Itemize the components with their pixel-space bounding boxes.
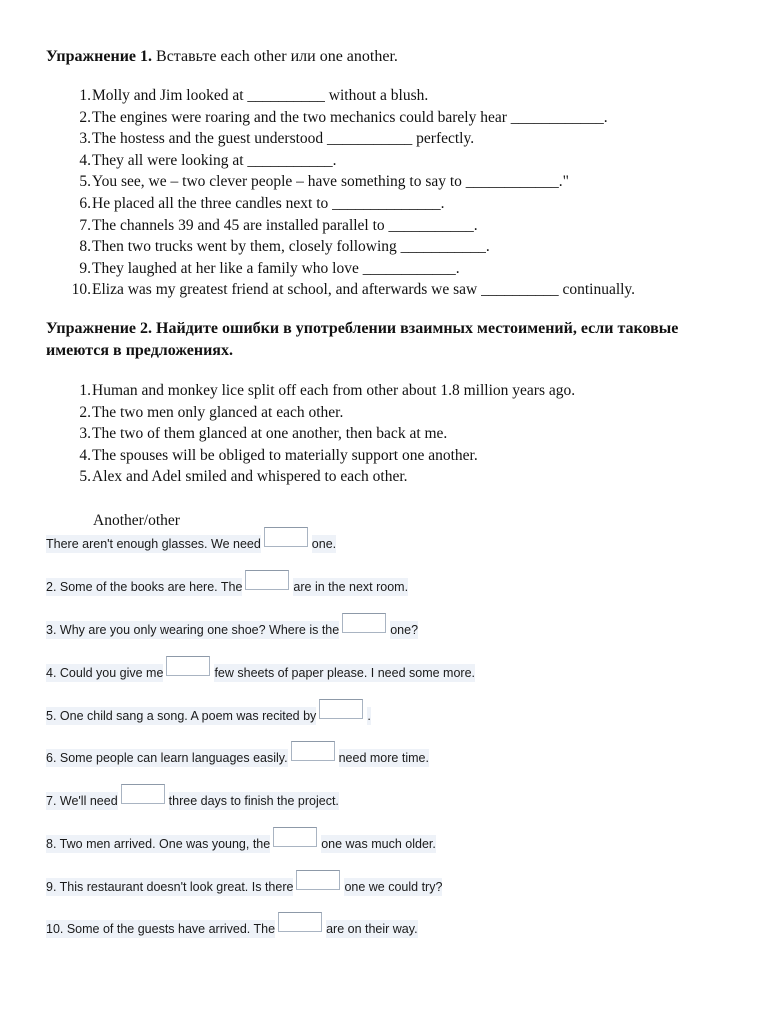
item-number: 8. — [79, 238, 91, 256]
list-item — [46, 445, 575, 467]
fill-in-row-4 — [46, 662, 475, 682]
list-item — [46, 402, 575, 424]
sentence-end: one? — [390, 623, 419, 637]
exercise-2-list — [46, 380, 575, 488]
answer-input[interactable] — [264, 527, 308, 547]
fill-in-row-9 — [46, 876, 442, 896]
fill-in-row-1 — [46, 533, 336, 553]
item-text: The spouses will be obliged to materially support one another. — [92, 446, 478, 464]
sentence-end: are in the next room. — [293, 580, 409, 594]
list-item — [46, 171, 635, 193]
list-item — [46, 85, 635, 107]
exercise-3-heading: Another/other — [93, 512, 180, 529]
item-text: The two men only glanced at each other. — [92, 403, 344, 421]
sentence-start: 4. Could you give me — [46, 666, 164, 680]
sentence-end: are on their way. — [326, 922, 418, 936]
item-number: 6. — [79, 194, 91, 212]
answer-input[interactable] — [291, 741, 335, 761]
answer-input[interactable] — [278, 912, 322, 932]
item-number: 1. — [79, 382, 91, 399]
sentence-start: 2. Some of the books are here. The — [46, 580, 243, 594]
sentence-start: 7. We'll need — [46, 794, 118, 808]
item-text: You see, we – two clever people – have something to say to ____________." — [92, 173, 569, 191]
item-text: Molly and Jim looked at __________ without a blush. — [92, 87, 429, 104]
answer-input[interactable] — [121, 784, 165, 804]
sentence-end: three days to finish the project. — [168, 794, 339, 808]
item-number: 2. — [79, 108, 91, 126]
fill-in-row-7 — [46, 790, 339, 810]
item-text: They laughed at her like a family who love ____________. — [92, 259, 460, 277]
sentence-end: one we could try? — [344, 880, 443, 894]
fill-in-row-3 — [46, 619, 418, 639]
item-text: The engines were roaring and the two mechanics could barely hear ____________. — [92, 108, 608, 126]
item-number: 4. — [79, 151, 91, 169]
item-text: Alex and Adel smiled and whispered to each other. — [92, 468, 408, 486]
item-text: The hostess and the guest understood ___________ perfectly. — [92, 130, 475, 148]
item-number: 5. — [79, 173, 91, 191]
list-item — [46, 193, 635, 215]
sentence-end: . — [367, 709, 371, 723]
exercise-1-title — [46, 46, 726, 68]
sentence-start: 6. Some people can learn languages easily. — [46, 751, 288, 765]
exercise-1-instruction: Вставьте each other или one another. — [152, 48, 398, 65]
item-text: Then two trucks went by them, closely following ___________. — [92, 238, 490, 256]
item-number: 3. — [79, 130, 91, 148]
answer-input[interactable] — [296, 870, 340, 890]
sentence-start: 8. Two men arrived. One was young, the — [46, 837, 271, 851]
exercise-2-title: Упражнение 2. Найдите ошибки в употреблении взаимных местоимений, если таковые имеются в предложениях. — [46, 320, 679, 359]
fill-in-row-8 — [46, 833, 436, 853]
answer-input[interactable] — [166, 656, 210, 676]
list-item — [46, 423, 575, 445]
item-number: 5. — [79, 468, 91, 486]
item-number: 7. — [79, 216, 91, 234]
answer-input[interactable] — [319, 699, 363, 719]
item-text: Human and monkey lice split off each from other about 1.8 million years ago. — [92, 382, 576, 399]
list-item — [46, 107, 635, 129]
list-item — [46, 466, 575, 488]
item-text: Eliza was my greatest friend at school, and afterwards we saw __________ continually. — [92, 281, 636, 299]
sentence-start: 3. Why are you only wearing one shoe? Where is the — [46, 623, 340, 637]
list-item — [46, 150, 635, 172]
fill-in-row-5 — [46, 705, 371, 725]
list-item — [46, 128, 635, 150]
exercise-1-label: Упражнение 1. — [46, 48, 153, 65]
answer-input[interactable] — [245, 570, 289, 590]
fill-in-row-6 — [46, 747, 429, 767]
sentence-start: 9. This restaurant doesn't look great. Is there — [46, 880, 294, 894]
sentence-start: 10. Some of the guests have arrived. The — [46, 922, 276, 936]
item-text: They all were looking at ___________. — [92, 151, 337, 169]
fill-in-row-2 — [46, 576, 408, 596]
list-item — [46, 236, 635, 258]
item-text: He placed all the three candles next to ______________. — [92, 194, 445, 212]
item-number: 4. — [79, 446, 91, 464]
item-number: 2. — [79, 403, 91, 421]
list-item — [46, 215, 635, 237]
fill-in-row-10 — [46, 918, 418, 938]
sentence-start: There aren't enough glasses. We need — [46, 537, 261, 551]
list-item — [46, 258, 635, 280]
item-number: 3. — [79, 425, 91, 443]
item-number: 10. — [71, 281, 91, 299]
item-text: The two of them glanced at one another, then back at me. — [92, 425, 448, 443]
exercise-1-list — [46, 85, 635, 301]
sentence-end: few sheets of paper please. I need some more. — [214, 666, 476, 680]
sentence-start: 5. One child sang a song. A poem was recited by — [46, 709, 317, 723]
sentence-end: need more time. — [338, 751, 429, 765]
answer-input[interactable] — [342, 613, 386, 633]
list-item — [46, 279, 635, 301]
item-number: 1. — [79, 87, 91, 104]
item-text: The channels 39 and 45 are installed parallel to ___________. — [92, 216, 478, 234]
sentence-end: one. — [311, 537, 337, 551]
sentence-end: one was much older. — [321, 837, 436, 851]
answer-input[interactable] — [273, 827, 317, 847]
list-item — [46, 380, 575, 402]
item-number: 9. — [79, 259, 91, 277]
